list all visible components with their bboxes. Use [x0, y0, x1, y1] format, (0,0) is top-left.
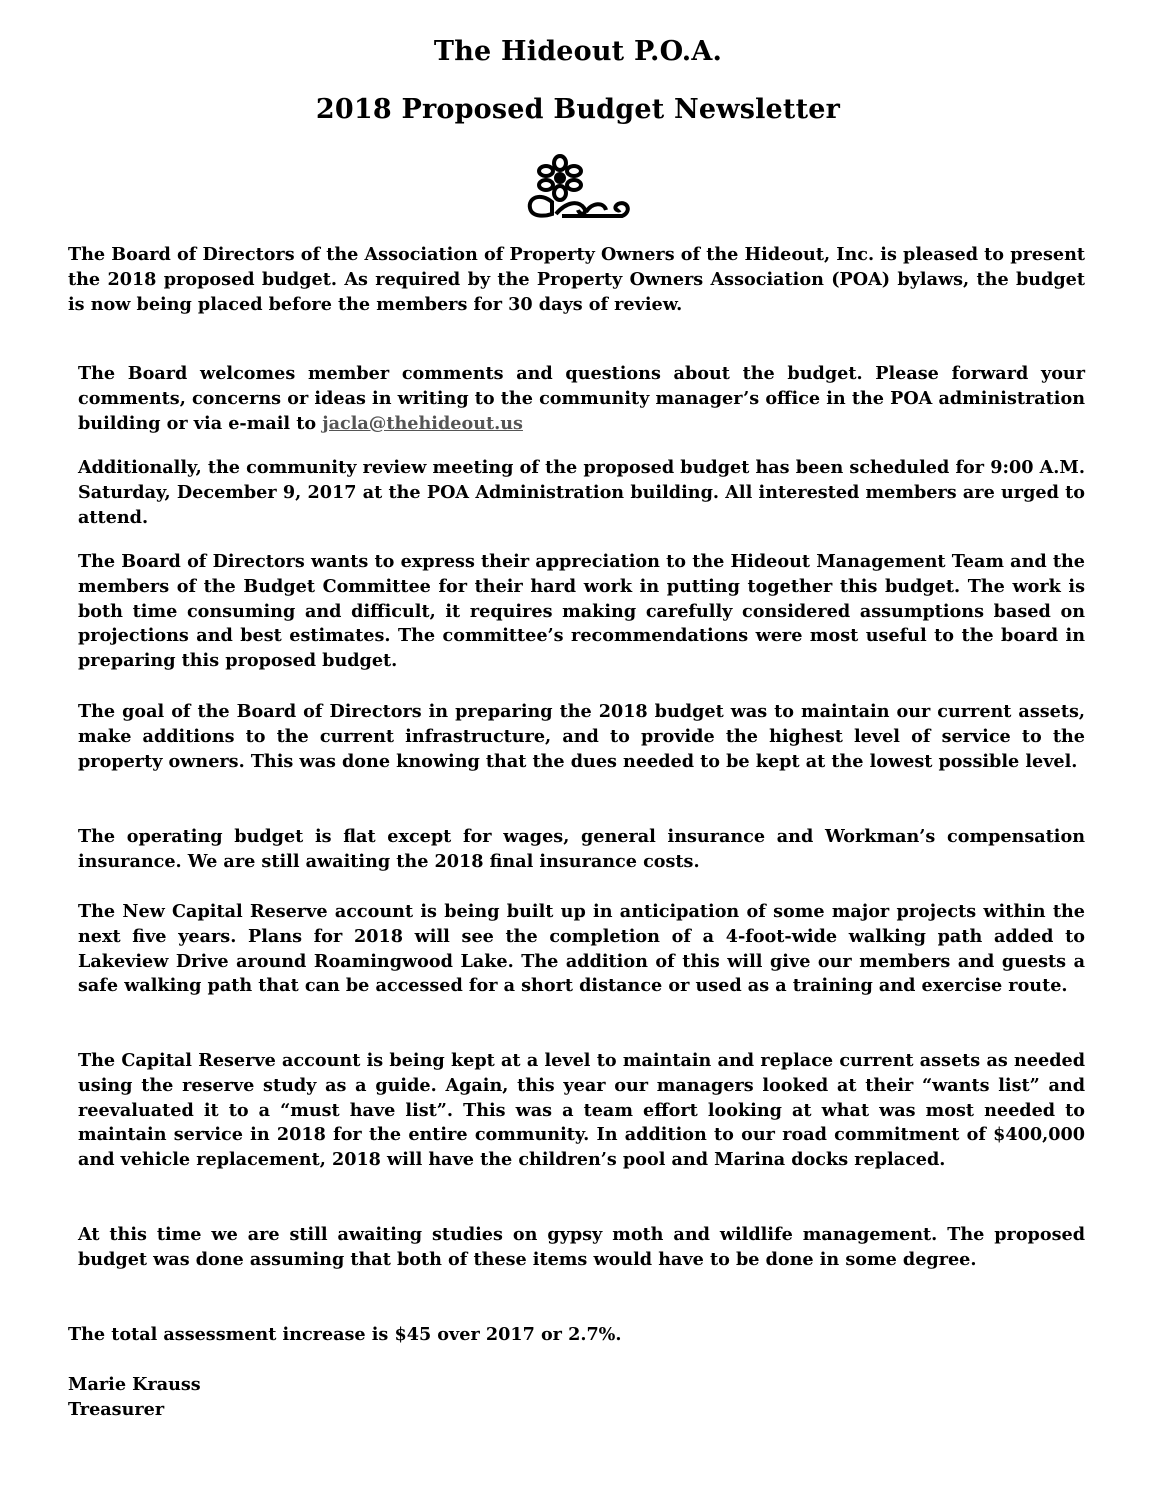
paragraph-comments	[78, 362, 1085, 436]
signature-role: Treasurer	[68, 1399, 165, 1420]
paragraph-studies: At this time we are still awaiting studies on gypsy moth and wildlife management. The proposed budget was done assuming that both of these items would have to be done in some degree.	[78, 1224, 1085, 1270]
email-link[interactable]: jacla@thehideout.us	[322, 412, 523, 434]
paragraph-appreciation: The Board of Directors wants to express their appreciation to the Hideout Management Team and the members of the Budget Committee for their hard work in putting together this budget. The work is both time consuming and difficult, it requires making carefully considered assumptions based on projections and best estimates. The committee’s recommendations were most useful to the board in preparing this proposed budget.	[78, 551, 1085, 672]
paragraph-goal: The goal of the Board of Directors in preparing the 2018 budget was to maintain our current assets, make additions to the current infrastructure, and to provide the highest level of service to the property owners. This was done knowing that the dues needed to be kept at the lowest possible level.	[78, 701, 1085, 772]
paragraph-new-capital: The New Capital Reserve account is being built up in anticipation of some major projects within the next five years. Plans for 2018 will see the completion of a 4-foot-wide walking path added to Lakeview Drive around Roamingwood Lake. The addition of this will give our members and guests a safe walking path that can be accessed for a short distance or used as a training and exercise route.	[78, 901, 1085, 997]
document-subtitle: 2018 Proposed Budget Newsletter	[315, 94, 841, 125]
total-increase: The total assessment increase is $45 over 2017 or 2.7%.	[68, 1324, 622, 1345]
paragraph-intro: The Board of Directors of the Association of Property Owners of the Hideout, Inc. is pleased to present the 2018 proposed budget. As required by the Property Owners Association (POA) bylaws, the budget is now being placed before the members for 30 days of review.	[68, 244, 1085, 315]
flower-icon	[522, 152, 634, 220]
comments-text: The Board welcomes member comments and questions about the budget. Please forward your comments, concerns or ideas in writing to the community manager’s office in the POA administration building or via e-mail to	[78, 363, 1085, 434]
paragraph-operating: The operating budget is flat except for wages, general insurance and Workman’s compensation insurance. We are still awaiting the 2018 final insurance costs.	[78, 826, 1085, 872]
signature-name: Marie Krauss	[68, 1374, 201, 1395]
document-title: The Hideout P.O.A.	[433, 36, 723, 67]
paragraph-capital-reserve: The Capital Reserve account is being kept at a level to maintain and replace current assets as needed using the reserve study as a guide. Again, this year our managers looked at their “wants list” and reevaluated it to a “must have list”. This was a team effort looking at what was most needed to maintain service in 2018 for the entire community. In addition to our road commitment of $400,000 and vehicle replacement, 2018 will have the children’s pool and Marina docks replaced.	[78, 1050, 1085, 1171]
paragraph-meeting: Additionally, the community review meeting of the proposed budget has been scheduled for 9:00 A.M. Saturday, December 9, 2017 at the POA Administration building. All interested members are urged to attend.	[78, 457, 1085, 528]
